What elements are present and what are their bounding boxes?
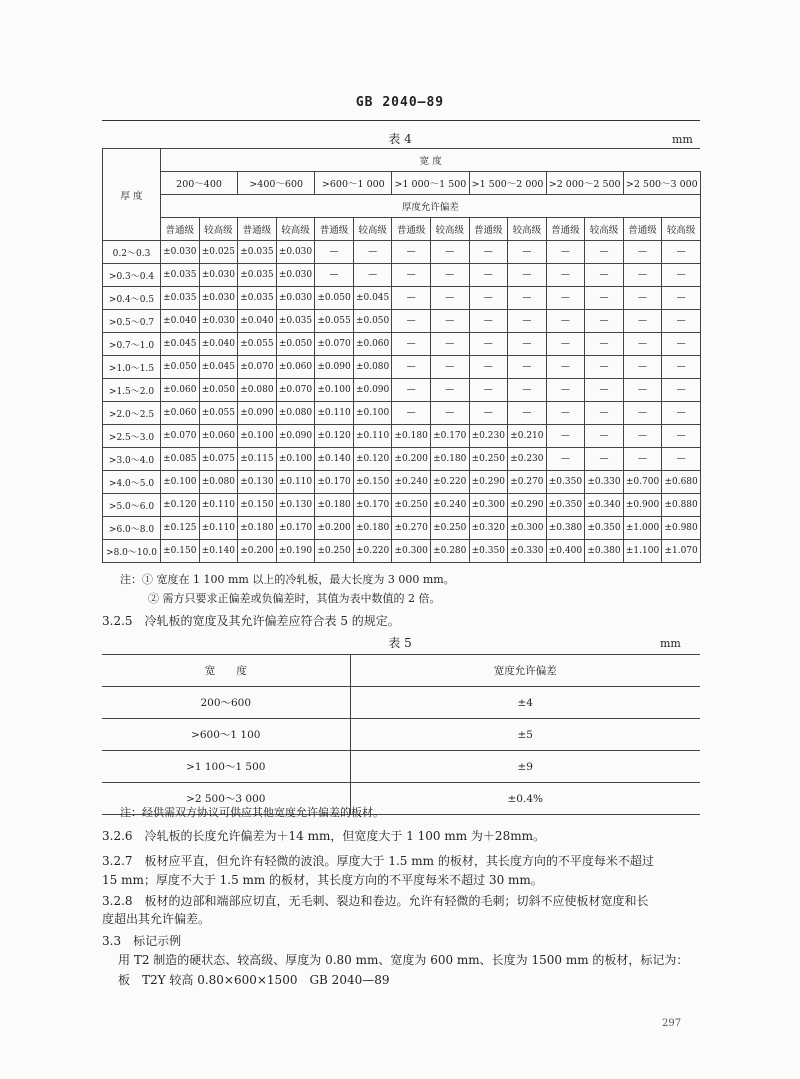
table4-value-cell: — <box>508 287 547 310</box>
table4-value-cell: ±1.100 <box>623 540 662 563</box>
table4-value-cell: — <box>623 402 662 425</box>
table-row <box>102 751 700 783</box>
table4-value-cell: — <box>546 356 585 379</box>
table4-value-cell: — <box>392 264 431 287</box>
table4-value-cell: ±0.040 <box>238 310 277 333</box>
table4-value-cell: ±0.115 <box>238 448 277 471</box>
table4-value-cell: ±0.070 <box>161 425 200 448</box>
table4-value-cell: — <box>508 264 547 287</box>
table4-value-cell: ±0.110 <box>276 471 315 494</box>
table4-value-cell: — <box>623 448 662 471</box>
table4-value-cell: ±0.290 <box>508 494 547 517</box>
table5-cell: ±0.4% <box>350 783 700 815</box>
table4-width-range-row <box>103 172 701 195</box>
table4-value-cell: — <box>469 402 508 425</box>
table4-value-cell: ±0.170 <box>276 517 315 540</box>
table4-value-cell: ±0.100 <box>238 425 277 448</box>
table4-value-cell: ±0.170 <box>353 494 392 517</box>
table4-grade: 普通级 <box>623 218 662 241</box>
table4-value-cell: — <box>430 287 469 310</box>
table4-value-cell: — <box>662 425 701 448</box>
table4-grade: 较高级 <box>508 218 547 241</box>
table4-value-cell: — <box>546 448 585 471</box>
table-row <box>103 356 701 379</box>
table5-cell: >2 500～3 000 <box>102 783 350 815</box>
table4-value-cell: ±0.030 <box>199 310 238 333</box>
table4-unit: mm <box>672 133 693 146</box>
table5-cell: >600～1 100 <box>102 719 350 751</box>
table4-value-cell: — <box>392 287 431 310</box>
table4-value-cell: ±0.100 <box>315 379 354 402</box>
table4-value-cell: ±0.130 <box>238 471 277 494</box>
table4-value-cell: — <box>469 356 508 379</box>
table4-value-cell: ±0.200 <box>315 517 354 540</box>
table4-value-cell: — <box>546 310 585 333</box>
table4-grade: 普通级 <box>469 218 508 241</box>
table4-value-cell: ±0.070 <box>276 379 315 402</box>
table4-value-cell: — <box>392 241 431 264</box>
table4-thickness-cell: >1.5～2.0 <box>103 379 161 402</box>
table4-value-cell: ±0.250 <box>469 448 508 471</box>
table4-thickness-cell: 0.2～0.3 <box>103 241 161 264</box>
table5-col-tolerance: 宽度允许偏差 <box>350 655 700 687</box>
table4-value-cell: ±0.060 <box>276 356 315 379</box>
table4-thickness-cell: >2.0～2.5 <box>103 402 161 425</box>
table-row <box>103 333 701 356</box>
table4-value-cell: — <box>430 356 469 379</box>
table4-value-cell: ±0.180 <box>315 494 354 517</box>
table4-thickness-cell: >3.0～4.0 <box>103 448 161 471</box>
table4-value-cell: ±0.060 <box>199 425 238 448</box>
table4-value-cell: ±0.210 <box>508 425 547 448</box>
table4-value-cell: — <box>662 333 701 356</box>
table-row <box>103 425 701 448</box>
table4-value-cell: — <box>392 379 431 402</box>
table4-value-cell: ±0.030 <box>199 287 238 310</box>
table5-note: 注：经供需双方协议可供应其他宽度允许偏差的板材。 <box>120 806 384 819</box>
table5-caption: 表 5 <box>388 636 412 650</box>
table4-value-cell: — <box>469 287 508 310</box>
table4-value-cell: — <box>546 425 585 448</box>
table4-value-cell: — <box>546 287 585 310</box>
table4-value-cell: — <box>546 379 585 402</box>
table4-value-cell: ±0.025 <box>199 241 238 264</box>
table4-value-cell: ±0.330 <box>585 471 624 494</box>
table4-value-cell: ±0.040 <box>199 333 238 356</box>
table4-value-cell: ±0.035 <box>161 287 200 310</box>
table4-value-cell: ±0.035 <box>161 264 200 287</box>
table4-value-cell: ±0.070 <box>238 356 277 379</box>
table4-value-cell: ±0.060 <box>161 402 200 425</box>
table4-value-cell: ±0.075 <box>199 448 238 471</box>
thickness-tolerance-table <box>102 148 701 563</box>
table4-value-cell: ±0.110 <box>315 402 354 425</box>
table4-value-cell: ±0.300 <box>508 517 547 540</box>
table4-value-cell: ±0.140 <box>199 540 238 563</box>
table-row <box>103 471 701 494</box>
table4-value-cell: — <box>585 379 624 402</box>
table4-value-cell: — <box>662 402 701 425</box>
table4-value-cell: ±0.030 <box>276 264 315 287</box>
table4-grade: 普通级 <box>315 218 354 241</box>
table4-value-cell: — <box>585 448 624 471</box>
width-tolerance-table <box>102 654 700 815</box>
table4-value-cell: ±0.070 <box>315 333 354 356</box>
table-row <box>102 719 700 751</box>
table4-value-cell: ±0.030 <box>276 241 315 264</box>
table4-grade: 普通级 <box>546 218 585 241</box>
table4-value-cell: ±0.380 <box>546 517 585 540</box>
table4-thickness-cell: >0.7～1.0 <box>103 333 161 356</box>
table4-tolerance-label-row <box>103 195 701 218</box>
table4-value-cell: — <box>662 379 701 402</box>
table4-value-cell: ±0.350 <box>469 540 508 563</box>
table4-value-cell: ±0.880 <box>662 494 701 517</box>
table4-width-range: >2 500～3 000 <box>623 172 700 195</box>
table4-value-cell: ±0.350 <box>546 471 585 494</box>
table4-value-cell: ±1.000 <box>623 517 662 540</box>
table4-value-cell: ±0.250 <box>392 494 431 517</box>
table4-value-cell: ±0.190 <box>276 540 315 563</box>
table4-thickness-cell: >6.0～8.0 <box>103 517 161 540</box>
table4-grade: 普通级 <box>161 218 200 241</box>
table4-value-cell: ±0.035 <box>238 241 277 264</box>
table4-value-cell: ±0.220 <box>353 540 392 563</box>
table4-value-cell: — <box>353 264 392 287</box>
table4-value-cell: ±0.030 <box>161 241 200 264</box>
table5-unit: mm <box>660 637 681 650</box>
table4-value-cell: — <box>353 241 392 264</box>
table4-value-cell: — <box>469 241 508 264</box>
table4-value-cell: ±0.080 <box>199 471 238 494</box>
table4-note-1: 注：① 宽度在 1 100 mm 以上的冷轧板，最大长度为 3 000 mm。 <box>120 573 455 586</box>
table4-value-cell: ±0.980 <box>662 517 701 540</box>
table4-value-cell: — <box>430 402 469 425</box>
table4-value-cell: ±0.050 <box>276 333 315 356</box>
table5-cell: ±4 <box>350 687 700 719</box>
table4-value-cell: ±0.045 <box>353 287 392 310</box>
table4-value-cell: — <box>546 402 585 425</box>
table4-value-cell: ±0.140 <box>315 448 354 471</box>
table4-thickness-cell: >4.0～5.0 <box>103 471 161 494</box>
table4-value-cell: — <box>508 241 547 264</box>
table4-value-cell: ±0.220 <box>430 471 469 494</box>
table4-value-cell: ±0.050 <box>315 287 354 310</box>
table4-value-cell: ±0.090 <box>315 356 354 379</box>
table4-value-cell: — <box>585 356 624 379</box>
table4-value-cell: ±0.700 <box>623 471 662 494</box>
section-3-2-6: 3.2.6 冷轧板的长度允许偏差为＋14 mm，但宽度大于 1 100 mm 为＋28mm。 <box>102 829 545 843</box>
table4-value-cell: ±0.110 <box>199 517 238 540</box>
table4-value-cell: ±0.060 <box>353 333 392 356</box>
table4-value-cell: ±0.180 <box>353 517 392 540</box>
table4-value-cell: — <box>430 379 469 402</box>
section-3-2-7-line1: 3.2.7 板材应平直，但允许有轻微的波浪。厚度大于 1.5 mm 的板材，其长度方向的不平度每米不超过 <box>102 854 654 868</box>
table4-width-range: 200～400 <box>161 172 238 195</box>
table4-value-cell: — <box>623 287 662 310</box>
table4-value-cell: — <box>508 310 547 333</box>
table4-value-cell: ±0.230 <box>469 425 508 448</box>
table4-value-cell: ±0.180 <box>238 517 277 540</box>
table4-value-cell: — <box>585 425 624 448</box>
table4-value-cell: ±0.200 <box>238 540 277 563</box>
table5-col-width: 宽 度 <box>102 655 350 687</box>
table4-value-cell: ±0.090 <box>238 402 277 425</box>
table4-value-cell: ±0.230 <box>508 448 547 471</box>
table4-value-cell: — <box>585 241 624 264</box>
table4-thickness-header: 厚 度 <box>103 149 161 241</box>
table4-value-cell: — <box>662 448 701 471</box>
table4-value-cell: ±0.180 <box>430 448 469 471</box>
table4-width-header: 宽 度 <box>161 149 701 172</box>
table4-value-cell: — <box>623 310 662 333</box>
table4-value-cell: — <box>315 241 354 264</box>
table4-value-cell: — <box>392 356 431 379</box>
table4-value-cell: — <box>392 402 431 425</box>
table4-value-cell: — <box>662 264 701 287</box>
table4-value-cell: ±0.100 <box>276 448 315 471</box>
table4-grade: 较高级 <box>585 218 624 241</box>
table4-value-cell: ±0.060 <box>161 379 200 402</box>
table4-width-range: >1 000～1 500 <box>392 172 469 195</box>
section-3-3-heading: 3.3 标记示例 <box>102 934 182 948</box>
table4-value-cell: — <box>430 241 469 264</box>
table4-thickness-cell: >1.0～1.5 <box>103 356 161 379</box>
table4-value-cell: ±0.055 <box>199 402 238 425</box>
section-3-2-8-line2: 度超出其允许偏差。 <box>102 912 211 926</box>
table4-value-cell: ±0.350 <box>585 517 624 540</box>
table4-value-cell: — <box>623 241 662 264</box>
table4-value-cell: ±0.250 <box>315 540 354 563</box>
table4-value-cell: — <box>585 264 624 287</box>
table4-value-cell: — <box>430 310 469 333</box>
table4-value-cell: ±0.080 <box>238 379 277 402</box>
table4-tolerance-label: 厚度允许偏差 <box>161 195 701 218</box>
table4-value-cell: — <box>508 333 547 356</box>
table4-value-cell: — <box>623 425 662 448</box>
table4-value-cell: — <box>469 310 508 333</box>
table-row <box>103 448 701 471</box>
table4-value-cell: ±0.055 <box>238 333 277 356</box>
table4-value-cell: — <box>662 241 701 264</box>
table4-value-cell: — <box>623 264 662 287</box>
table4-value-cell: — <box>585 287 624 310</box>
table-row <box>103 402 701 425</box>
table4-value-cell: — <box>392 333 431 356</box>
table4-value-cell: ±0.180 <box>392 425 431 448</box>
table4-value-cell: — <box>585 310 624 333</box>
table4-width-range: >600～1 000 <box>315 172 392 195</box>
table4-value-cell: ±0.380 <box>585 540 624 563</box>
table4-value-cell: ±0.035 <box>238 287 277 310</box>
table4-value-cell: — <box>662 287 701 310</box>
table4-value-cell: — <box>662 356 701 379</box>
table4-value-cell: ±0.055 <box>315 310 354 333</box>
table4-value-cell: ±0.150 <box>353 471 392 494</box>
table4-grade: 较高级 <box>199 218 238 241</box>
table-row <box>103 310 701 333</box>
table4-thickness-cell: >0.3～0.4 <box>103 264 161 287</box>
page-header: GB 2040—89 <box>355 95 445 110</box>
table-row <box>102 687 700 719</box>
table4-value-cell: — <box>469 264 508 287</box>
table4-value-cell: ±0.080 <box>276 402 315 425</box>
table4-value-cell: — <box>623 356 662 379</box>
table4-value-cell: ±0.270 <box>508 471 547 494</box>
table4-value-cell: — <box>469 379 508 402</box>
table4-header-row <box>103 149 701 172</box>
table4-value-cell: ±0.110 <box>353 425 392 448</box>
table4-grade: 较高级 <box>353 218 392 241</box>
marking-example-code: 板 T2Y 较高 0.80×600×1500 GB 2040—89 <box>118 973 390 987</box>
table4-value-cell: ±0.030 <box>199 264 238 287</box>
table4-value-cell: — <box>623 379 662 402</box>
table5-header-row <box>102 655 700 687</box>
table4-value-cell: — <box>430 264 469 287</box>
table4-value-cell: ±0.045 <box>199 356 238 379</box>
table4-value-cell: ±0.050 <box>353 310 392 333</box>
table4-value-cell: — <box>585 402 624 425</box>
table4-thickness-cell: >0.4～0.5 <box>103 287 161 310</box>
table4-grade: 普通级 <box>392 218 431 241</box>
table5-cell: ±5 <box>350 719 700 751</box>
table4-value-cell: ±0.120 <box>353 448 392 471</box>
table-row <box>103 540 701 563</box>
table4-value-cell: ±0.130 <box>276 494 315 517</box>
page-number: 297 <box>662 1018 682 1029</box>
table-row <box>103 287 701 310</box>
table4-value-cell: ±0.400 <box>546 540 585 563</box>
table4-value-cell: ±0.125 <box>161 517 200 540</box>
table4-value-cell: ±0.045 <box>161 333 200 356</box>
table5-cell: ±9 <box>350 751 700 783</box>
table4-value-cell: ±0.290 <box>469 471 508 494</box>
table4-value-cell: — <box>508 402 547 425</box>
table4-value-cell: ±0.900 <box>623 494 662 517</box>
table4-value-cell: — <box>585 333 624 356</box>
table4-value-cell: ±0.100 <box>353 402 392 425</box>
header-rule <box>102 120 700 121</box>
table4-value-cell: — <box>430 333 469 356</box>
section-3-2-5: 3.2.5 冷轧板的宽度及其允许偏差应符合表 5 的规定。 <box>102 614 400 628</box>
table4-thickness-cell: >0.5～0.7 <box>103 310 161 333</box>
table4-width-range: >1 500～2 000 <box>469 172 546 195</box>
table4-value-cell: — <box>469 333 508 356</box>
table4-value-cell: ±1.070 <box>662 540 701 563</box>
table4-value-cell: — <box>392 310 431 333</box>
table4-value-cell: ±0.240 <box>430 494 469 517</box>
table4-value-cell: ±0.035 <box>238 264 277 287</box>
table4-value-cell: ±0.050 <box>161 356 200 379</box>
table4-value-cell: ±0.080 <box>353 356 392 379</box>
table4-value-cell: ±0.050 <box>199 379 238 402</box>
table4-value-cell: ±0.340 <box>585 494 624 517</box>
table4-grade: 较高级 <box>276 218 315 241</box>
table4-value-cell: ±0.330 <box>508 540 547 563</box>
table4-value-cell: ±0.300 <box>392 540 431 563</box>
marking-example-text: 用 T2 制造的硬状态、较高级、厚度为 0.80 mm、宽度为 600 mm、长度为 1500 mm 的板材，标记为： <box>118 953 689 967</box>
table4-value-cell: ±0.030 <box>276 287 315 310</box>
table4-value-cell: ±0.120 <box>315 425 354 448</box>
table4-value-cell: ±0.170 <box>430 425 469 448</box>
table4-grade-row <box>103 218 701 241</box>
section-3-2-7-line2: 15 mm；厚度不大于 1.5 mm 的板材，其长度方向的不平度每米不超过 30 mm。 <box>102 873 543 887</box>
table4-value-cell: ±0.320 <box>469 517 508 540</box>
table4-value-cell: ±0.280 <box>430 540 469 563</box>
table4-value-cell: ±0.300 <box>469 494 508 517</box>
table4-value-cell: — <box>508 356 547 379</box>
table4-thickness-cell: >2.5～3.0 <box>103 425 161 448</box>
table4-value-cell: ±0.040 <box>161 310 200 333</box>
table4-value-cell: ±0.270 <box>392 517 431 540</box>
table4-value-cell: ±0.150 <box>161 540 200 563</box>
table4-value-cell: ±0.240 <box>392 471 431 494</box>
table4-value-cell: — <box>315 264 354 287</box>
table4-value-cell: ±0.150 <box>238 494 277 517</box>
table-row <box>103 517 701 540</box>
table4-value-cell: — <box>546 264 585 287</box>
table4-grade: 较高级 <box>430 218 469 241</box>
table4-value-cell: ±0.350 <box>546 494 585 517</box>
table4-width-range: >400～600 <box>238 172 315 195</box>
table4-thickness-cell: >5.0～6.0 <box>103 494 161 517</box>
table4-value-cell: ±0.090 <box>276 425 315 448</box>
table4-caption: 表 4 <box>388 132 412 146</box>
table4-grade: 较高级 <box>662 218 701 241</box>
table4-grade: 普通级 <box>238 218 277 241</box>
table4-value-cell: ±0.680 <box>662 471 701 494</box>
table-row <box>103 379 701 402</box>
table4-value-cell: — <box>508 379 547 402</box>
table4-value-cell: — <box>623 333 662 356</box>
table4-value-cell: ±0.120 <box>161 494 200 517</box>
table-row <box>103 264 701 287</box>
table4-value-cell: ±0.250 <box>430 517 469 540</box>
table5-cell: 200～600 <box>102 687 350 719</box>
table4-width-range: >2 000～2 500 <box>546 172 623 195</box>
table4-note-2: ② 需方只要求正偏差或负偏差时，其值为表中数值的 2 倍。 <box>148 592 441 605</box>
table-row <box>103 241 701 264</box>
table4-value-cell: — <box>662 310 701 333</box>
table4-value-cell: ±0.100 <box>161 471 200 494</box>
table4-thickness-cell: >8.0～10.0 <box>103 540 161 563</box>
table4-value-cell: ±0.200 <box>392 448 431 471</box>
section-3-2-8-line1: 3.2.8 板材的边部和端部应切直，无毛刺、裂边和卷边。允许有轻微的毛刺；切斜不应使板材宽度和长 <box>102 894 649 908</box>
table4-value-cell: — <box>546 241 585 264</box>
table-row <box>103 494 701 517</box>
table4-value-cell: ±0.170 <box>315 471 354 494</box>
table4-value-cell: ±0.110 <box>199 494 238 517</box>
table4-value-cell: — <box>546 333 585 356</box>
table4-value-cell: ±0.035 <box>276 310 315 333</box>
table4-value-cell: ±0.085 <box>161 448 200 471</box>
table4-value-cell: ±0.090 <box>353 379 392 402</box>
table5-cell: >1 100～1 500 <box>102 751 350 783</box>
